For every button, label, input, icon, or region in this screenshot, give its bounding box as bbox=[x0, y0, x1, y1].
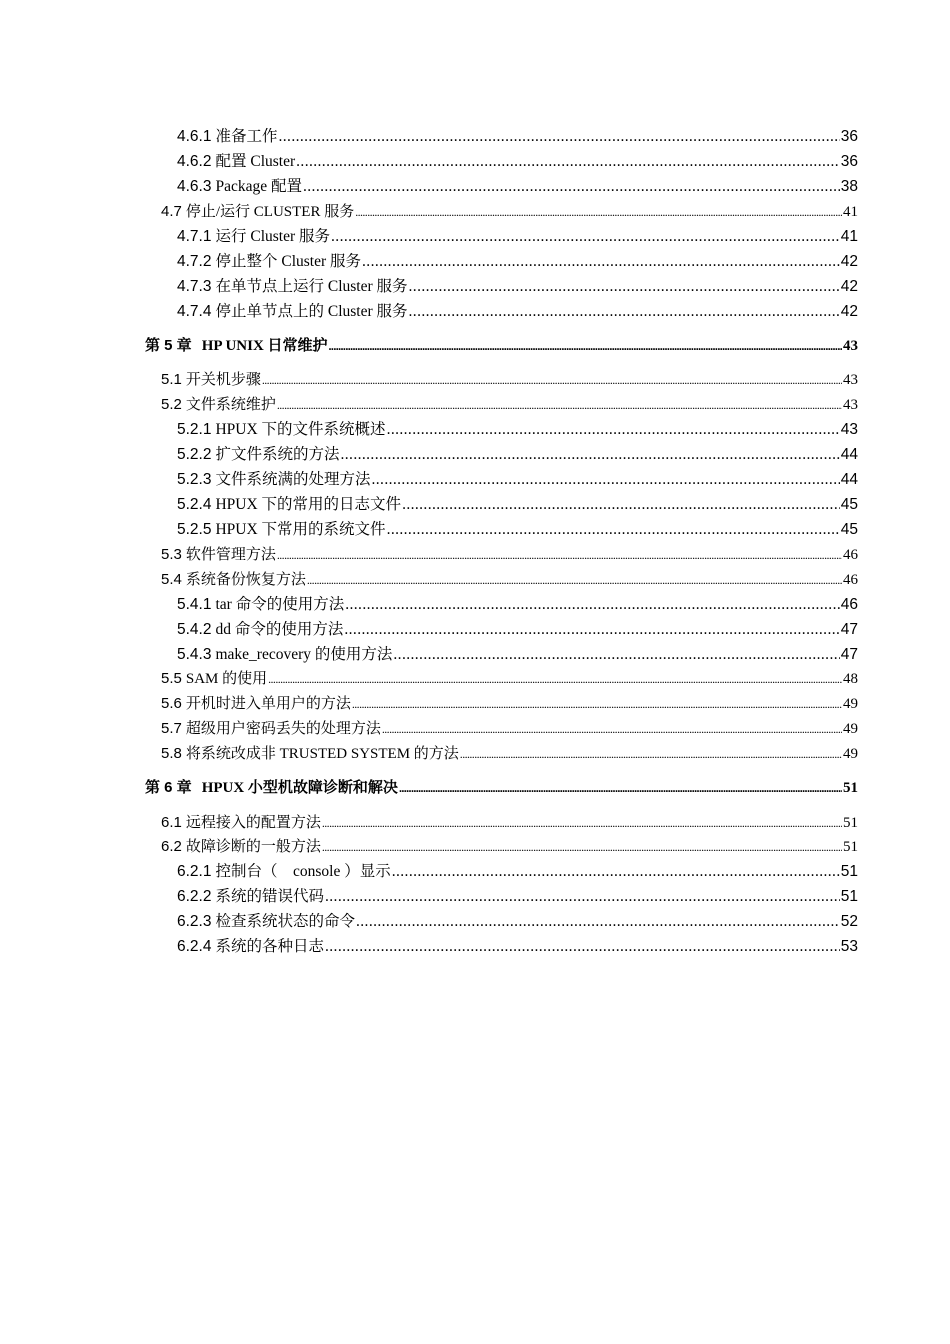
entry-page-number: 42 bbox=[840, 278, 858, 295]
dot-leader bbox=[345, 595, 840, 615]
entry-title: 系统备份恢复方法 bbox=[185, 572, 306, 588]
toc-entry-5-5[interactable] bbox=[161, 669, 858, 689]
entry-title: 故障诊断的一般方法 bbox=[185, 839, 321, 855]
chapter-page-number: 43 bbox=[843, 338, 858, 354]
toc-entry-6-2[interactable] bbox=[161, 837, 858, 857]
toc-entry-4-6-2[interactable] bbox=[177, 152, 858, 172]
chapter-number: 第 6 章 bbox=[145, 779, 192, 796]
entry-title: 扩文件系统的方法 bbox=[215, 446, 340, 463]
entry-number: 4.6.3 bbox=[177, 178, 212, 195]
entry-title: 超级用户密码丢失的处理方法 bbox=[185, 721, 381, 737]
dot-leader bbox=[322, 813, 842, 833]
toc-entry-5-7[interactable] bbox=[161, 719, 858, 739]
entry-title: 开机时进入单用户的方法 bbox=[185, 696, 351, 712]
entry-title: 文件系统维护 bbox=[185, 397, 276, 413]
entry-title: 控制台（ console ）显示 bbox=[215, 863, 391, 880]
toc-entry-6-2-4[interactable] bbox=[177, 937, 858, 957]
entry-title: HPUX 下常用的系统文件 bbox=[215, 521, 386, 538]
dot-leader bbox=[352, 694, 842, 714]
toc-entry-5-4-1[interactable] bbox=[177, 595, 858, 615]
entry-title: HPUX 下的常用的日志文件 bbox=[215, 496, 402, 513]
dot-leader bbox=[355, 202, 842, 222]
entry-title: 配置 Cluster bbox=[215, 153, 296, 170]
entry-number: 5.4.3 bbox=[177, 646, 212, 663]
dot-leader bbox=[402, 495, 840, 515]
entry-page-number: 46 bbox=[843, 572, 858, 588]
entry-number: 4.7.1 bbox=[177, 228, 212, 245]
toc-entry-4-7-2[interactable] bbox=[177, 252, 858, 272]
entry-number: 5.3 bbox=[161, 546, 182, 563]
entry-page-number: 46 bbox=[843, 547, 858, 563]
entry-page-number: 49 bbox=[843, 721, 858, 737]
dot-leader bbox=[387, 420, 840, 440]
entry-title: 系统的错误代码 bbox=[215, 888, 324, 905]
entry-number: 6.2.1 bbox=[177, 863, 212, 880]
entry-title: Package 配置 bbox=[215, 178, 302, 195]
entry-page-number: 45 bbox=[840, 521, 858, 538]
entry-title: 将系统改成非 TRUSTED SYSTEM 的方法 bbox=[185, 746, 459, 762]
entry-number: 6.2.3 bbox=[177, 913, 212, 930]
entry-number: 5.2 bbox=[161, 396, 182, 413]
dot-leader bbox=[409, 277, 840, 297]
chapter-number: 第 5 章 bbox=[145, 337, 192, 354]
dot-leader bbox=[382, 719, 842, 739]
entry-title: dd 命令的使用方法 bbox=[215, 621, 344, 638]
toc-entry-5-4[interactable] bbox=[161, 570, 858, 590]
toc-entry-4-7-3[interactable] bbox=[177, 277, 858, 297]
entry-title: make_recovery 的使用方法 bbox=[215, 646, 393, 663]
entry-page-number: 36 bbox=[840, 153, 858, 170]
dot-leader bbox=[356, 912, 840, 932]
dot-leader bbox=[279, 127, 840, 147]
entry-title: tar 命令的使用方法 bbox=[215, 596, 345, 613]
chapter-title: HPUX 小型机故障诊断和解决 bbox=[201, 780, 398, 796]
dot-leader bbox=[392, 862, 840, 882]
dot-leader bbox=[362, 252, 840, 272]
toc-entry-4-7[interactable] bbox=[161, 202, 858, 222]
entry-title: 运行 Cluster 服务 bbox=[215, 228, 331, 245]
entry-page-number: 48 bbox=[843, 671, 858, 687]
entry-number: 5.2.1 bbox=[177, 421, 212, 438]
toc-entry-5-2-4[interactable] bbox=[177, 495, 858, 515]
entry-number: 4.7.2 bbox=[177, 253, 212, 270]
entry-page-number: 49 bbox=[843, 696, 858, 712]
entry-page-number: 43 bbox=[843, 372, 858, 388]
entry-page-number: 51 bbox=[843, 815, 858, 831]
toc-entry-5-2[interactable] bbox=[161, 395, 858, 415]
entry-number: 5.8 bbox=[161, 745, 182, 762]
entry-page-number: 47 bbox=[840, 646, 858, 663]
entry-title: 准备工作 bbox=[215, 128, 278, 145]
entry-number: 5.4.2 bbox=[177, 621, 212, 638]
entry-page-number: 53 bbox=[840, 938, 858, 955]
entry-number: 4.7.3 bbox=[177, 278, 212, 295]
toc-entry-6-2-1[interactable] bbox=[177, 862, 858, 882]
entry-title: HPUX 下的文件系统概述 bbox=[215, 421, 386, 438]
dot-leader bbox=[325, 937, 840, 957]
dot-leader bbox=[303, 177, 840, 197]
entry-title: 系统的各种日志 bbox=[215, 938, 324, 955]
entry-page-number: 44 bbox=[840, 446, 858, 463]
toc-entry-4-7-4[interactable] bbox=[177, 302, 858, 322]
entry-number: 5.7 bbox=[161, 720, 182, 737]
entry-number: 4.6.2 bbox=[177, 153, 212, 170]
entry-title: 软件管理方法 bbox=[185, 547, 276, 563]
entry-number: 5.2.3 bbox=[177, 471, 212, 488]
entry-number: 5.2.5 bbox=[177, 521, 212, 538]
entry-title: 在单节点上运行 Cluster 服务 bbox=[215, 278, 408, 295]
entry-number: 5.4.1 bbox=[177, 596, 212, 613]
toc-entry-5-3[interactable] bbox=[161, 545, 858, 565]
dot-leader bbox=[262, 370, 842, 390]
toc-entry-4-6-3[interactable] bbox=[177, 177, 858, 197]
entry-number: 5.4 bbox=[161, 571, 182, 588]
entry-page-number: 36 bbox=[840, 128, 858, 145]
entry-page-number: 38 bbox=[840, 178, 858, 195]
toc-entry-5-2-2[interactable] bbox=[177, 445, 858, 465]
entry-number: 6.2.2 bbox=[177, 888, 212, 905]
entry-number: 5.2.2 bbox=[177, 446, 212, 463]
entry-number: 5.2.4 bbox=[177, 496, 212, 513]
entry-page-number: 46 bbox=[840, 596, 858, 613]
toc-entry-4-7-1[interactable] bbox=[177, 227, 858, 247]
entry-page-number: 51 bbox=[843, 839, 858, 855]
dot-leader bbox=[399, 778, 842, 798]
toc-chapter-5[interactable] bbox=[145, 336, 858, 356]
entry-title: 文件系统满的处理方法 bbox=[215, 471, 371, 488]
toc-entry-5-4-2[interactable] bbox=[177, 620, 858, 640]
chapter-page-number: 51 bbox=[843, 780, 858, 796]
entry-page-number: 49 bbox=[843, 746, 858, 762]
toc-entry-5-2-1[interactable] bbox=[177, 420, 858, 440]
toc-entry-5-8[interactable] bbox=[161, 744, 858, 764]
entry-title: 停止单节点上的 Cluster 服务 bbox=[215, 303, 408, 320]
chapter-title: HP UNIX 日常维护 bbox=[201, 338, 328, 354]
dot-leader bbox=[331, 227, 840, 247]
toc-entry-5-1[interactable] bbox=[161, 370, 858, 390]
toc-chapter-6[interactable] bbox=[145, 778, 858, 798]
entry-page-number: 51 bbox=[840, 863, 858, 880]
entry-number: 6.2 bbox=[161, 838, 182, 855]
entry-number: 4.7.4 bbox=[177, 303, 212, 320]
entry-page-number: 45 bbox=[840, 496, 858, 513]
entry-page-number: 41 bbox=[843, 204, 858, 220]
dot-leader bbox=[341, 445, 840, 465]
dot-leader bbox=[393, 645, 839, 665]
dot-leader bbox=[296, 152, 840, 172]
dot-leader bbox=[460, 744, 842, 764]
dot-leader bbox=[277, 545, 842, 565]
entry-page-number: 42 bbox=[840, 303, 858, 320]
entry-page-number: 51 bbox=[840, 888, 858, 905]
entry-number: 4.6.1 bbox=[177, 128, 212, 145]
entry-page-number: 42 bbox=[840, 253, 858, 270]
dot-leader bbox=[322, 837, 842, 857]
entry-title: 开关机步骤 bbox=[185, 372, 261, 388]
entry-number: 5.1 bbox=[161, 371, 182, 388]
toc-entry-5-2-5[interactable] bbox=[177, 520, 858, 540]
entry-page-number: 43 bbox=[843, 397, 858, 413]
entry-number: 6.1 bbox=[161, 814, 182, 831]
toc-entry-6-1[interactable] bbox=[161, 813, 858, 833]
dot-leader bbox=[372, 470, 840, 490]
entry-page-number: 52 bbox=[840, 913, 858, 930]
entry-page-number: 41 bbox=[840, 228, 858, 245]
entry-title: SAM 的使用 bbox=[185, 671, 268, 687]
toc-entry-6-2-3[interactable] bbox=[177, 912, 858, 932]
entry-title: 停止整个 Cluster 服务 bbox=[215, 253, 362, 270]
dot-leader bbox=[344, 620, 839, 640]
toc-entry-4-6-1[interactable] bbox=[177, 127, 858, 147]
entry-page-number: 43 bbox=[840, 421, 858, 438]
entry-number: 4.7 bbox=[161, 203, 182, 220]
entry-page-number: 44 bbox=[840, 471, 858, 488]
toc-entry-6-2-2[interactable] bbox=[177, 887, 858, 907]
entry-number: 5.5 bbox=[161, 670, 182, 687]
entry-title: 检查系统状态的命令 bbox=[215, 913, 355, 930]
entry-number: 6.2.4 bbox=[177, 938, 212, 955]
dot-leader bbox=[325, 887, 840, 907]
dot-leader bbox=[409, 302, 840, 322]
dot-leader bbox=[307, 570, 842, 590]
toc-entry-5-6[interactable] bbox=[161, 694, 858, 714]
entry-title: 停止/运行 CLUSTER 服务 bbox=[185, 204, 355, 220]
dot-leader bbox=[268, 669, 842, 689]
entry-number: 5.6 bbox=[161, 695, 182, 712]
toc-entry-5-4-3[interactable] bbox=[177, 645, 858, 665]
dot-leader bbox=[329, 336, 842, 356]
entry-title: 远程接入的配置方法 bbox=[185, 815, 321, 831]
entry-page-number: 47 bbox=[840, 621, 858, 638]
toc-entry-5-2-3[interactable] bbox=[177, 470, 858, 490]
dot-leader bbox=[277, 395, 842, 415]
dot-leader bbox=[387, 520, 840, 540]
